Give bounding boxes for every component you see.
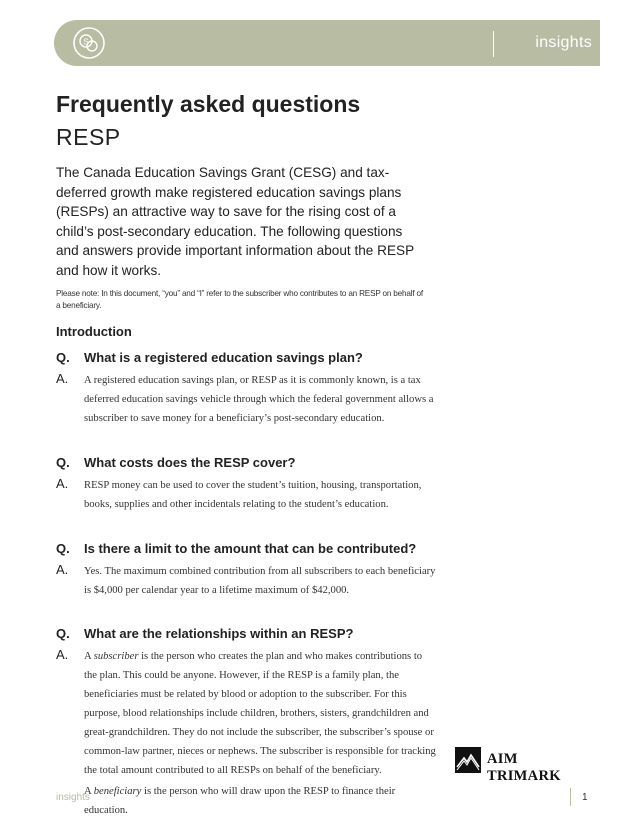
answer-marker: A. [56, 647, 69, 662]
question-text: What costs does the RESP cover? [84, 455, 296, 470]
footer-divider [570, 788, 571, 806]
brand-name: AIM TRIMARK [487, 751, 561, 784]
answer-row [56, 476, 436, 514]
s-circle-logo-icon [72, 26, 106, 60]
intro-paragraph: The Canada Education Savings Grant (CESG) and tax-deferred growth make registered education savings plans (RESPs) an attractive way to save for the rising cost of a child’s post-secondary education. The following questions and answers provide important information about the RESP and how it works. [56, 165, 414, 278]
answer-row [56, 562, 436, 600]
answer-term: subscriber [93, 651, 139, 662]
question-marker: Q. [56, 455, 70, 470]
question-row [56, 455, 436, 470]
qa-item [56, 455, 436, 514]
question-marker: Q. [56, 626, 70, 641]
question-marker: Q. [56, 350, 70, 365]
question-row [56, 350, 436, 365]
answer-pre: A [84, 651, 94, 662]
answer-row [56, 647, 436, 820]
answer-text [84, 647, 436, 820]
header-label: insights [535, 34, 592, 51]
question-text: What is a registered education savings plan? [84, 350, 363, 365]
section-heading: Introduction [56, 324, 132, 339]
answer-row [56, 371, 436, 428]
qa-item [56, 626, 436, 820]
answer-text: RESP money can be used to cover the student’s tuition, housing, transportation, books, supplies and other incidentals relating to the student’s education. [84, 480, 422, 510]
page-number: 1 [582, 792, 588, 803]
page-title: Frequently asked questions [56, 91, 361, 117]
answer-marker: A. [56, 562, 69, 577]
brand-logo [455, 747, 595, 784]
answer-body: is the person who will draw upon the RESP to finance their education. [84, 786, 396, 816]
svg-text:S: S [83, 37, 89, 47]
question-marker: Q. [56, 541, 70, 556]
answer-body: is the person who creates the plan and who makes contributions to the plan. This could be anyone. However, if the RESP is a family plan, the beneficiaries must be related by blood or adoption to the subscriber. For this purpose, blood relationships include children, brothers, sisters, grandchildren and great-grandchildren. They do not include the subscriber, the subscriber’s spouse or common-law partner, nieces or nephews. The subscriber is responsible for tracking the total amount contributed to all RESPs on behalf of the beneficiary. [84, 651, 436, 776]
question-text: Is there a limit to the amount that can be contributed? [84, 541, 417, 556]
answer-text: A registered education savings plan, or RESP as it is commonly known, is a tax deferred education savings vehicle through which the federal government allows a subscriber to save money for a beneficiary’s post-secondary education. [84, 375, 434, 424]
qa-item [56, 541, 436, 600]
footer-label: insights [56, 792, 90, 803]
qa-item [56, 350, 436, 428]
note-text: Please note: In this document, “you” and “I” refer to the subscriber who contributes to an RESP on behalf of a beneficiary. [56, 289, 423, 310]
answer-pre: A [84, 786, 94, 797]
answer-paragraph [84, 782, 436, 820]
answer-term: beneficiary [93, 786, 142, 797]
question-text: What are the relationships within an RESP? [84, 626, 354, 641]
answer-marker: A. [56, 476, 69, 491]
header-divider [493, 31, 494, 57]
answer-paragraph [84, 647, 436, 780]
question-row [56, 541, 436, 556]
aim-trimark-mark-icon [455, 747, 481, 773]
header-banner [54, 20, 600, 66]
answer-text: Yes. The maximum combined contribution from all subscribers to each beneficiary is $4,000 per calendar year to a lifetime maximum of $42,000. [84, 566, 436, 596]
answer-marker: A. [56, 371, 69, 386]
question-row [56, 626, 436, 641]
page-subtitle: RESP [56, 124, 121, 150]
